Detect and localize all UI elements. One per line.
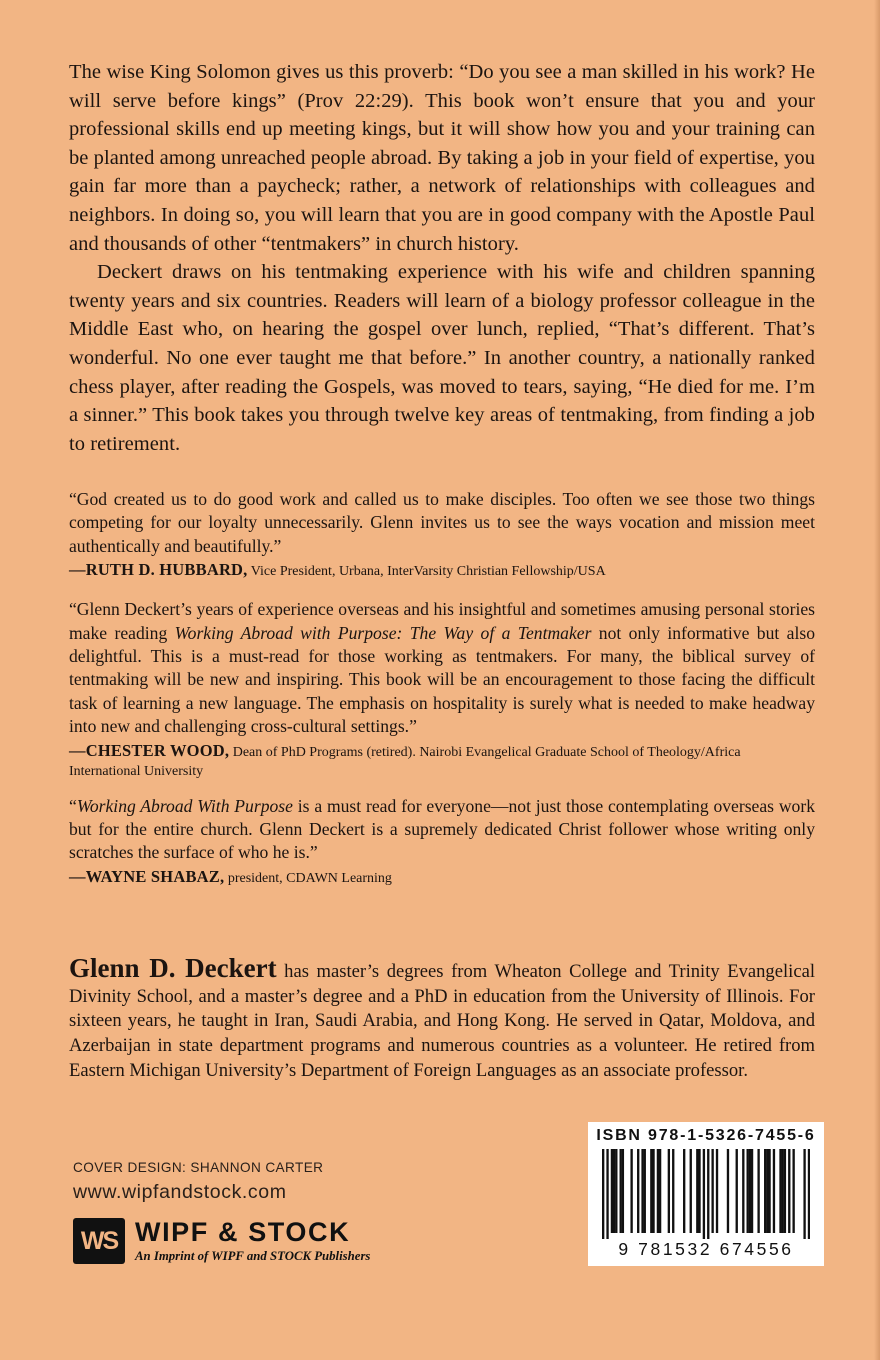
barcode-bar [736,1149,738,1233]
barcode-bar [698,1149,700,1233]
barcode-bar [606,1149,608,1239]
barcode-bar [652,1149,654,1233]
quote-text: “ [69,795,77,816]
barcode-bar [773,1149,775,1233]
barcode-bar [757,1149,759,1233]
endorser-name: —RUTH D. HUBBARD, [69,560,248,580]
barcode-bar [696,1149,698,1233]
barcode-bar [615,1149,617,1233]
endorsement-quote [69,795,815,865]
endorser-role: president, CDAWN Learning [224,870,392,886]
publisher-logo [73,1218,370,1264]
quote-text: “Glenn Deckert’s years of experience overseas and his insightful and sometimes amusing personal stories make reading [69,599,815,643]
quote-text: is a must read for everyone—not just those contemplating overseas work but for the entire church. Glenn Deckert is a supremely dedicated Christ follower whose writing only scratches the surface of who he is.” [69,795,815,863]
endorser-role: Vice President, Urbana, InterVarsity Christian Fellowship/USA [247,564,606,580]
barcode-bar [650,1149,652,1233]
barcode-bar [784,1149,786,1233]
barcode-bar [711,1149,713,1233]
barcode-bars [602,1149,810,1239]
endorser-role: Dean of PhD Programs (retired). Nairobi Evangelical Graduate School of Theology/Africa International University [69,744,741,779]
barcode-bar [641,1149,643,1233]
barcode-bar [703,1149,705,1239]
barcode-bar [672,1149,674,1233]
barcode-bar [727,1149,729,1233]
endorsement-1 [69,488,815,581]
endorsement-attribution [69,560,815,581]
isbn-digits: 9 781532 674556 [618,1239,794,1259]
publisher-website: www.wipfandstock.com [73,1181,287,1203]
endorser-name: —CHESTER WOOD, [69,740,230,760]
endorsement-attribution [69,867,815,888]
author-bio-text: has master’s degrees from Wheaton College and Trinity Evangelical Divinity School, and a master’s degree and a PhD in education from the University of Illinois. For sixteen years, he taught in Iran, Saudi Arabia, and Hong Kong. He served in Qatar, Moldova, and Azerbaijan in state department programs and numerous countries as a volunteer. He retired from Eastern Michigan University’s Department of Foreign Languages as an associate professor. [69,961,815,1081]
barcode-bar [766,1149,768,1233]
ws-logo-icon: WS [73,1218,125,1264]
barcode-bar [659,1149,661,1233]
credits [73,1160,493,1204]
isbn-label: ISBN 978-1-5326-7455-6 [596,1127,816,1144]
book-title-italic: Working Abroad With Purpose [76,795,293,816]
barcode-bar [620,1149,622,1233]
endorsement-3 [69,795,815,888]
barcode-bar [637,1149,639,1233]
description-paragraph-1: The wise King Solomon gives us this proverb: “Do you see a man skilled in his work? He will serve before kings” (Prov 22:29). This book won’t ensure that you and your professional skills end up meeting kings, but it will show how you and your training can be planted among unreached people abroad. By taking a job in your field of expertise, you gain far more than a paycheck; rather, a network of relationships with colleagues and neighbors. In doing so, you will learn that you are in good company with the Apostle Paul and thousands of other “tentmakers” in church history. [69,61,815,255]
barcode-bar [611,1149,613,1233]
barcode-bar [690,1149,692,1233]
endorsement-2 [69,598,815,780]
author-name: Glenn D. Deckert [69,953,277,983]
barcode-bar [764,1149,766,1233]
cover-design-credit: COVER DESIGN: SHANNON CARTER [73,1160,324,1175]
isbn-barcode [588,1122,824,1266]
endorsement-attribution [69,741,815,781]
book-title-italic: Working Abroad with Purpose: The Way of a Tentmaker [174,622,592,643]
quote-text: not only informative but also delightful. This is a must-read for those working as tentmakers. For many, the biblical survey of tentmaking will be new and inspiring. This book will be an encouragement to those facing the difficult task of learning a new language. The emphasis on hospitality is surely what is needed to make headway into new and challenging cross-cultural settings.” [69,622,815,737]
barcode-bar [792,1149,794,1233]
barcode-bar [747,1149,749,1233]
barcode-bar [768,1149,770,1233]
barcode-bar [613,1149,615,1233]
barcode-bar [622,1149,624,1233]
barcode-bar [788,1149,790,1233]
publisher-name: WIPF & STOCK [135,1217,351,1247]
barcode-bar [779,1149,781,1233]
barcode-bar [749,1149,751,1233]
publisher-logo-text [135,1218,370,1264]
author-bio [69,953,815,1084]
endorsement-quote: “God created us to do good work and called us to make disciples. Too often we see those two things competing for our loyalty unnecessarily. Glenn invites us to see the ways vocation and mission meet authentically and beautifully.” [69,489,815,556]
barcode-bar [808,1149,810,1239]
book-description [69,58,815,458]
description-paragraph-2: Deckert draws on his tentmaking experience with his wife and children spanning twenty years and six countries. Readers will learn of a biology professor colleague in the Middle East who, on hearing the gospel over lunch, replied, “That’s different. That’s wonderful. No one ever taught me that before.” In another country, a nationally ranked chess player, after reading the Gospels, was moved to tears, saying, “He died for me. I’m a sinner.” This book takes you through twelve key areas of tentmaking, from finding a job to retirement. [69,261,815,455]
barcode-bar [668,1149,670,1233]
spine-edge [874,0,880,1360]
barcode-bar [602,1149,604,1239]
barcode-bar [683,1149,685,1233]
barcode-bar [707,1149,709,1239]
barcode-bar [630,1149,632,1233]
barcode-bar [751,1149,753,1233]
barcode-bar [782,1149,784,1233]
publisher-imprint: An Imprint of WIPF and STOCK Publishers [135,1249,371,1263]
endorsements [69,488,815,888]
endorser-name: —WAYNE SHABAZ, [69,866,225,886]
barcode-bar [803,1149,805,1239]
barcode-bar [657,1149,659,1233]
barcode-bar [742,1149,744,1233]
endorsement-quote [69,598,815,738]
barcode-bar [644,1149,646,1233]
barcode-bar [716,1149,718,1233]
